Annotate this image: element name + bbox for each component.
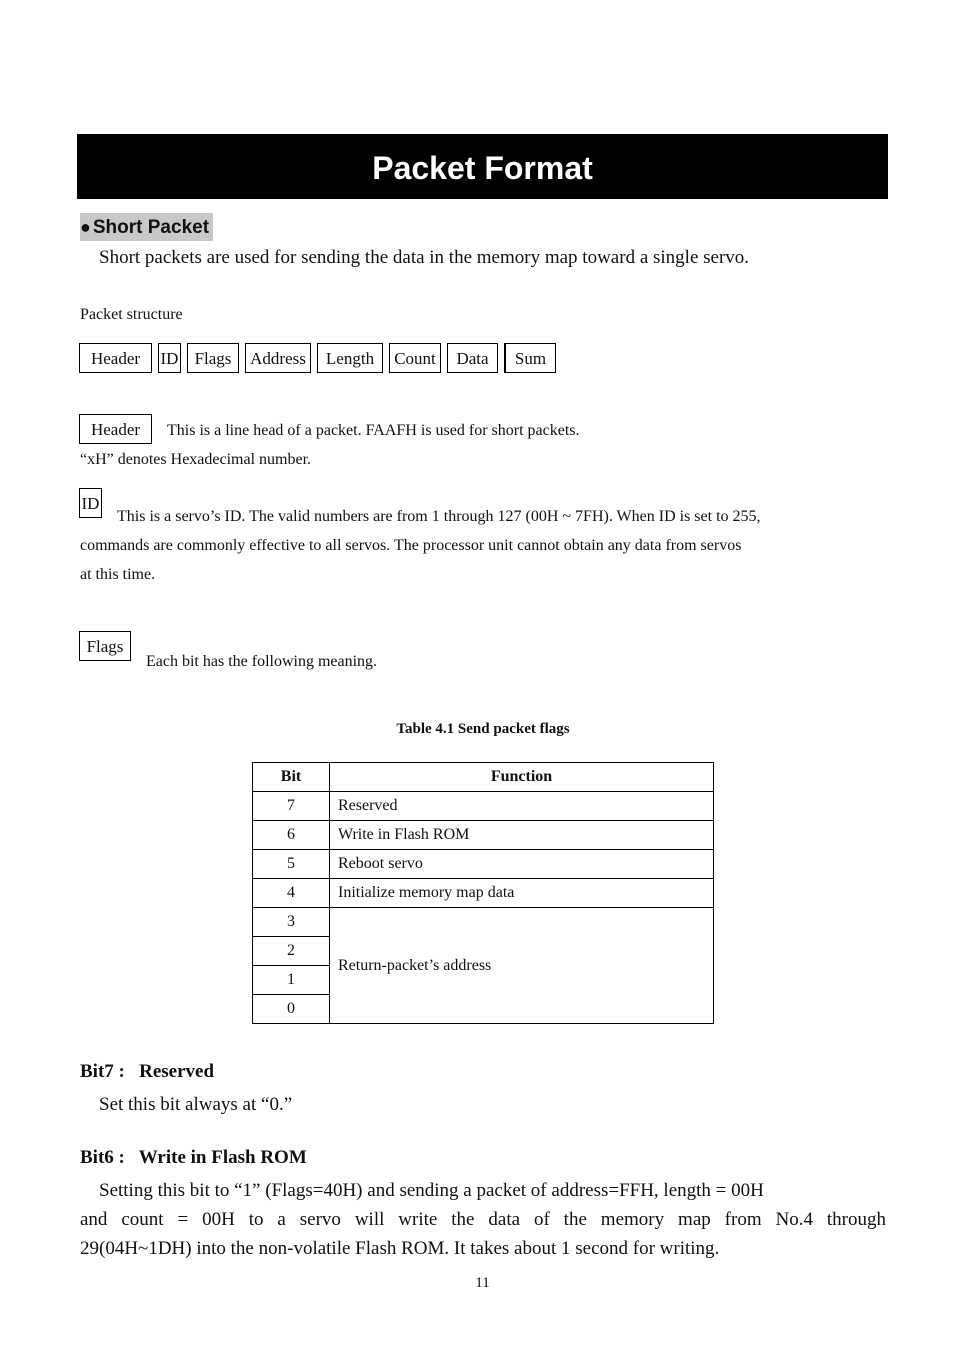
section-heading bbox=[80, 213, 213, 241]
table-header-row bbox=[253, 763, 714, 792]
header-description: This is a line head of a packet. FAAFH is used for short packets. bbox=[167, 422, 580, 439]
bit7-heading: Bit7 : Reserved bbox=[80, 1061, 215, 1082]
table-row bbox=[253, 879, 714, 908]
function-cell: Initialize memory map data bbox=[330, 879, 714, 908]
id-description-line1: This is a servo’s ID. The valid numbers are from 1 through 127 (00H ~ 7FH). When ID is set to 255, bbox=[117, 508, 761, 525]
structure-label: Packet structure bbox=[80, 306, 183, 323]
field-address: Address bbox=[245, 343, 311, 373]
field-header: Header bbox=[79, 343, 152, 373]
bullet-icon: ● bbox=[80, 217, 91, 237]
field-flags: Flags bbox=[187, 343, 239, 373]
flags-table bbox=[252, 762, 714, 1024]
section-title: Short Packet bbox=[92, 217, 210, 238]
id-description-line2: commands are commonly effective to all servos. The processor unit cannot obtain any data from servos bbox=[80, 537, 742, 554]
bit-cell: 1 bbox=[253, 966, 330, 995]
bit-cell: 4 bbox=[253, 879, 330, 908]
table-row bbox=[253, 908, 714, 937]
merged-function-cell: Return-packet’s address bbox=[330, 908, 714, 1024]
header-box: Header bbox=[79, 414, 152, 444]
flags-box: Flags bbox=[79, 631, 131, 661]
table-caption: Table 4.1 Send packet flags bbox=[396, 721, 570, 737]
function-cell: Write in Flash ROM bbox=[330, 821, 714, 850]
bit-cell: 6 bbox=[253, 821, 330, 850]
page-title: Packet Format bbox=[77, 134, 888, 199]
bit6-text-line2: and count = 00H to a servo will write the data of the memory map from No.4 through bbox=[80, 1209, 886, 1230]
bit6-text-line3: 29(04H~1DH) into the non-volatile Flash ROM. It takes about 1 second for writing. bbox=[80, 1238, 720, 1259]
bit6-heading: Bit6 : Write in Flash ROM bbox=[80, 1147, 307, 1168]
bit6-text-line1: Setting this bit to “1” (Flags=40H) and sending a packet of address=FFH, length = 00H bbox=[99, 1180, 764, 1201]
id-box: ID bbox=[79, 488, 102, 518]
field-sum: Sum bbox=[504, 343, 556, 373]
field-count: Count bbox=[389, 343, 441, 373]
table-row bbox=[253, 850, 714, 879]
bit-cell: 0 bbox=[253, 995, 330, 1024]
intro-text: Short packets are used for sending the data in the memory map toward a single servo. bbox=[99, 247, 750, 268]
table-row bbox=[253, 821, 714, 850]
id-description-line3: at this time. bbox=[80, 566, 156, 583]
bit-cell: 7 bbox=[253, 792, 330, 821]
flags-description: Each bit has the following meaning. bbox=[146, 653, 378, 670]
field-id: ID bbox=[158, 343, 181, 373]
function-cell: Reboot servo bbox=[330, 850, 714, 879]
hex-note: “xH” denotes Hexadecimal number. bbox=[80, 451, 312, 468]
table-row bbox=[253, 792, 714, 821]
bit-cell: 3 bbox=[253, 908, 330, 937]
field-length: Length bbox=[317, 343, 383, 373]
column-header-function: Function bbox=[330, 763, 714, 792]
page-number: 11 bbox=[475, 1275, 490, 1291]
column-header-bit: Bit bbox=[253, 763, 330, 792]
bit7-text: Set this bit always at “0.” bbox=[99, 1094, 293, 1115]
bit-cell: 5 bbox=[253, 850, 330, 879]
field-data: Data bbox=[447, 343, 498, 373]
function-cell: Reserved bbox=[330, 792, 714, 821]
bit-cell: 2 bbox=[253, 937, 330, 966]
